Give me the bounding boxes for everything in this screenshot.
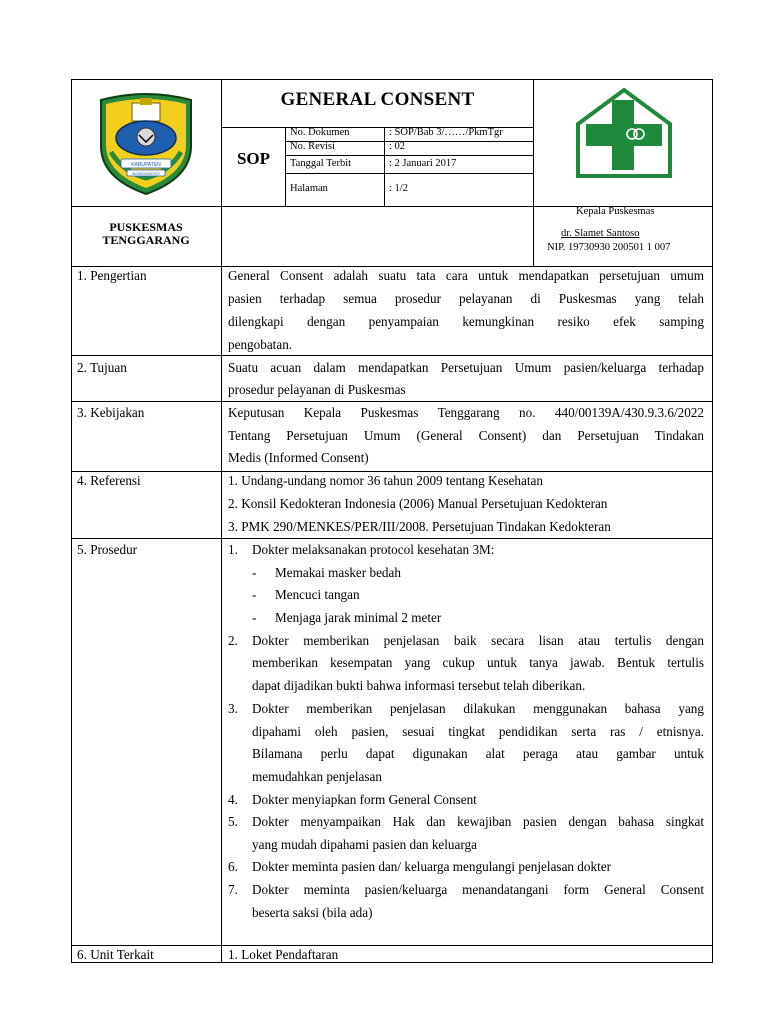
step-number-6: 6. bbox=[228, 859, 238, 874]
step-number-5: 5. bbox=[228, 814, 238, 829]
step-7-line-1: Dokter meminta pasien/keluarga menandatangani form General Consent bbox=[252, 882, 704, 897]
field-value-issue-date: : 2 Januari 2017 bbox=[389, 158, 457, 169]
pengertian-line-4: pengobatan. bbox=[228, 337, 293, 352]
header-divider-2 bbox=[533, 79, 534, 266]
puskesmas-logo bbox=[576, 88, 672, 178]
bullet-dash-1: - bbox=[252, 565, 257, 580]
step-3-line-4: memudahkan penjelasan bbox=[252, 769, 382, 784]
document-title: GENERAL CONSENT bbox=[280, 89, 475, 110]
head-title: Kepala Puskesmas bbox=[576, 206, 655, 217]
label-referensi: 4. Referensi bbox=[77, 473, 141, 488]
section-line-4 bbox=[71, 471, 713, 472]
unit-terkait-item-1: 1. Loket Pendaftaran bbox=[228, 947, 339, 962]
label-unit-terkait: 6. Unit Terkait bbox=[77, 947, 154, 962]
field-row-line-2 bbox=[285, 155, 533, 156]
org-name-line1: PUSKESMAS bbox=[109, 220, 183, 234]
bullet-item-3: Menjaga jarak minimal 2 meter bbox=[275, 610, 442, 625]
step-3-line-3: Bilamana perlu dapat digunakan alat peraga atau gambar untuk bbox=[252, 746, 704, 761]
tujuan-line-1: Suatu acuan dalam mendapatkan Persetujuan Umum pasien/keluarga terhadap bbox=[228, 360, 704, 375]
kebijakan-line-3: Medis (Informed Consent) bbox=[228, 450, 369, 465]
step-number-7: 7. bbox=[228, 882, 238, 897]
border-top bbox=[71, 79, 713, 80]
step-number-4: 4. bbox=[228, 792, 238, 807]
field-row-line-3 bbox=[285, 173, 533, 174]
label-prosedur: 5. Prosedur bbox=[77, 542, 138, 557]
sop-divider bbox=[285, 127, 286, 206]
regency-logo bbox=[93, 90, 199, 196]
tujuan-line-2: prosedur pelayanan di Puskesmas bbox=[228, 382, 406, 397]
step-2-line-3: dapat dijadikan bukti bahwa informasi tersebut telah diberikan. bbox=[252, 678, 586, 693]
field-label-page: Halaman bbox=[290, 183, 328, 194]
head-nip: NIP. 19730930 200501 1 007 bbox=[547, 242, 671, 253]
section-line-5 bbox=[71, 538, 713, 539]
referensi-item-3: 3. PMK 290/MENKES/PER/III/2008. Persetujuan Tindakan Kedokteran bbox=[228, 519, 611, 534]
bullet-dash-3: - bbox=[252, 610, 257, 625]
field-label-doc-no: No. Dokumen bbox=[290, 127, 350, 138]
label-column-divider bbox=[221, 266, 222, 963]
label-kebijakan: 3. Kebijakan bbox=[77, 405, 145, 420]
head-name: dr. Slamet Santoso bbox=[561, 228, 640, 239]
field-value-revision: : 02 bbox=[389, 141, 406, 152]
step-number-1: 1. bbox=[228, 542, 238, 557]
border-right bbox=[712, 79, 713, 963]
step-3-line-2: dipahami oleh pasien, sesuai tingkat pendidikan serta ras / etnisnya. bbox=[252, 724, 704, 739]
field-value-doc-no: : SOP/Bab 3/……/PkmTgr bbox=[389, 127, 503, 138]
section-line-1 bbox=[71, 266, 713, 267]
section-line-6 bbox=[71, 945, 713, 946]
step-4-text: Dokter menyiapkan form General Consent bbox=[252, 792, 477, 807]
step-7-line-2: beserta saksi (bila ada) bbox=[252, 905, 373, 920]
step-number-3: 3. bbox=[228, 701, 238, 716]
logo-text-regency: KABUPATEN bbox=[131, 162, 161, 168]
step-5-line-1: Dokter menyampaikan Hak dan kewajiban pasien dengan bahasa singkat bbox=[252, 814, 704, 829]
field-divider bbox=[384, 127, 385, 206]
section-line-2 bbox=[71, 355, 713, 356]
referensi-item-1: 1. Undang-undang nomor 36 tahun 2009 tentang Kesehatan bbox=[228, 473, 543, 488]
step-3-line-1: Dokter memberikan penjelasan dilakukan menggunakan bahasa yang bbox=[252, 701, 704, 716]
org-divider bbox=[221, 206, 222, 266]
border-left bbox=[71, 79, 72, 963]
border-bottom bbox=[71, 962, 713, 963]
pengertian-line-2: pasien terhadap semua prosedur pelayanan di Puskesmas yang telah bbox=[228, 291, 704, 306]
label-pengertian: 1. Pengertian bbox=[77, 268, 147, 283]
pengertian-line-3: dilengkapi dengan penyampaian kemungkinan resiko efek samping bbox=[228, 314, 704, 329]
kebijakan-line-2: Tentang Persetujuan Umum (General Consent) dan Persetujuan Tindakan bbox=[228, 428, 704, 443]
field-label-revision: No. Revisi bbox=[290, 141, 335, 152]
step-1-text: Dokter melaksanakan protocol kesehatan 3M: bbox=[252, 542, 495, 557]
bullet-item-2: Mencuci tangan bbox=[275, 587, 360, 602]
field-value-page: : 1/2 bbox=[389, 183, 408, 194]
logo-text-name: BONDOWOSO bbox=[132, 171, 160, 176]
step-5-line-2: yang mudah dipahami pasien dan keluarga bbox=[252, 837, 477, 852]
pengertian-line-1: General Consent adalah suatu tata cara untuk mendapatkan persetujuan umum bbox=[228, 268, 704, 283]
step-number-2: 2. bbox=[228, 633, 238, 648]
field-label-issue-date: Tanggal Terbit bbox=[290, 158, 352, 169]
step-2-line-2: memberikan kesempatan yang cukup untuk tanya jawab. Bentuk tertulis bbox=[252, 655, 704, 670]
bullet-dash-2: - bbox=[252, 587, 257, 602]
referensi-item-2: 2. Konsil Kedokteran Indonesia (2006) Manual Persetujuan Kedokteran bbox=[228, 496, 608, 511]
org-name-line2: TENGGARANG bbox=[102, 233, 190, 247]
sop-label: SOP bbox=[236, 149, 271, 168]
label-tujuan: 2. Tujuan bbox=[77, 360, 127, 375]
step-6-text: Dokter meminta pasien dan/ keluarga mengulangi penjelasan dokter bbox=[252, 859, 611, 874]
bullet-item-1: Memakai masker bedah bbox=[275, 565, 401, 580]
section-line-3 bbox=[71, 401, 713, 402]
step-2-line-1: Dokter memberikan penjelasan baik secara lisan atau tertulis dengan bbox=[252, 633, 704, 648]
kebijakan-line-1: Keputusan Kepala Puskesmas Tenggarang no. 440/00139A/430.9.3.6/2022 bbox=[228, 405, 704, 420]
